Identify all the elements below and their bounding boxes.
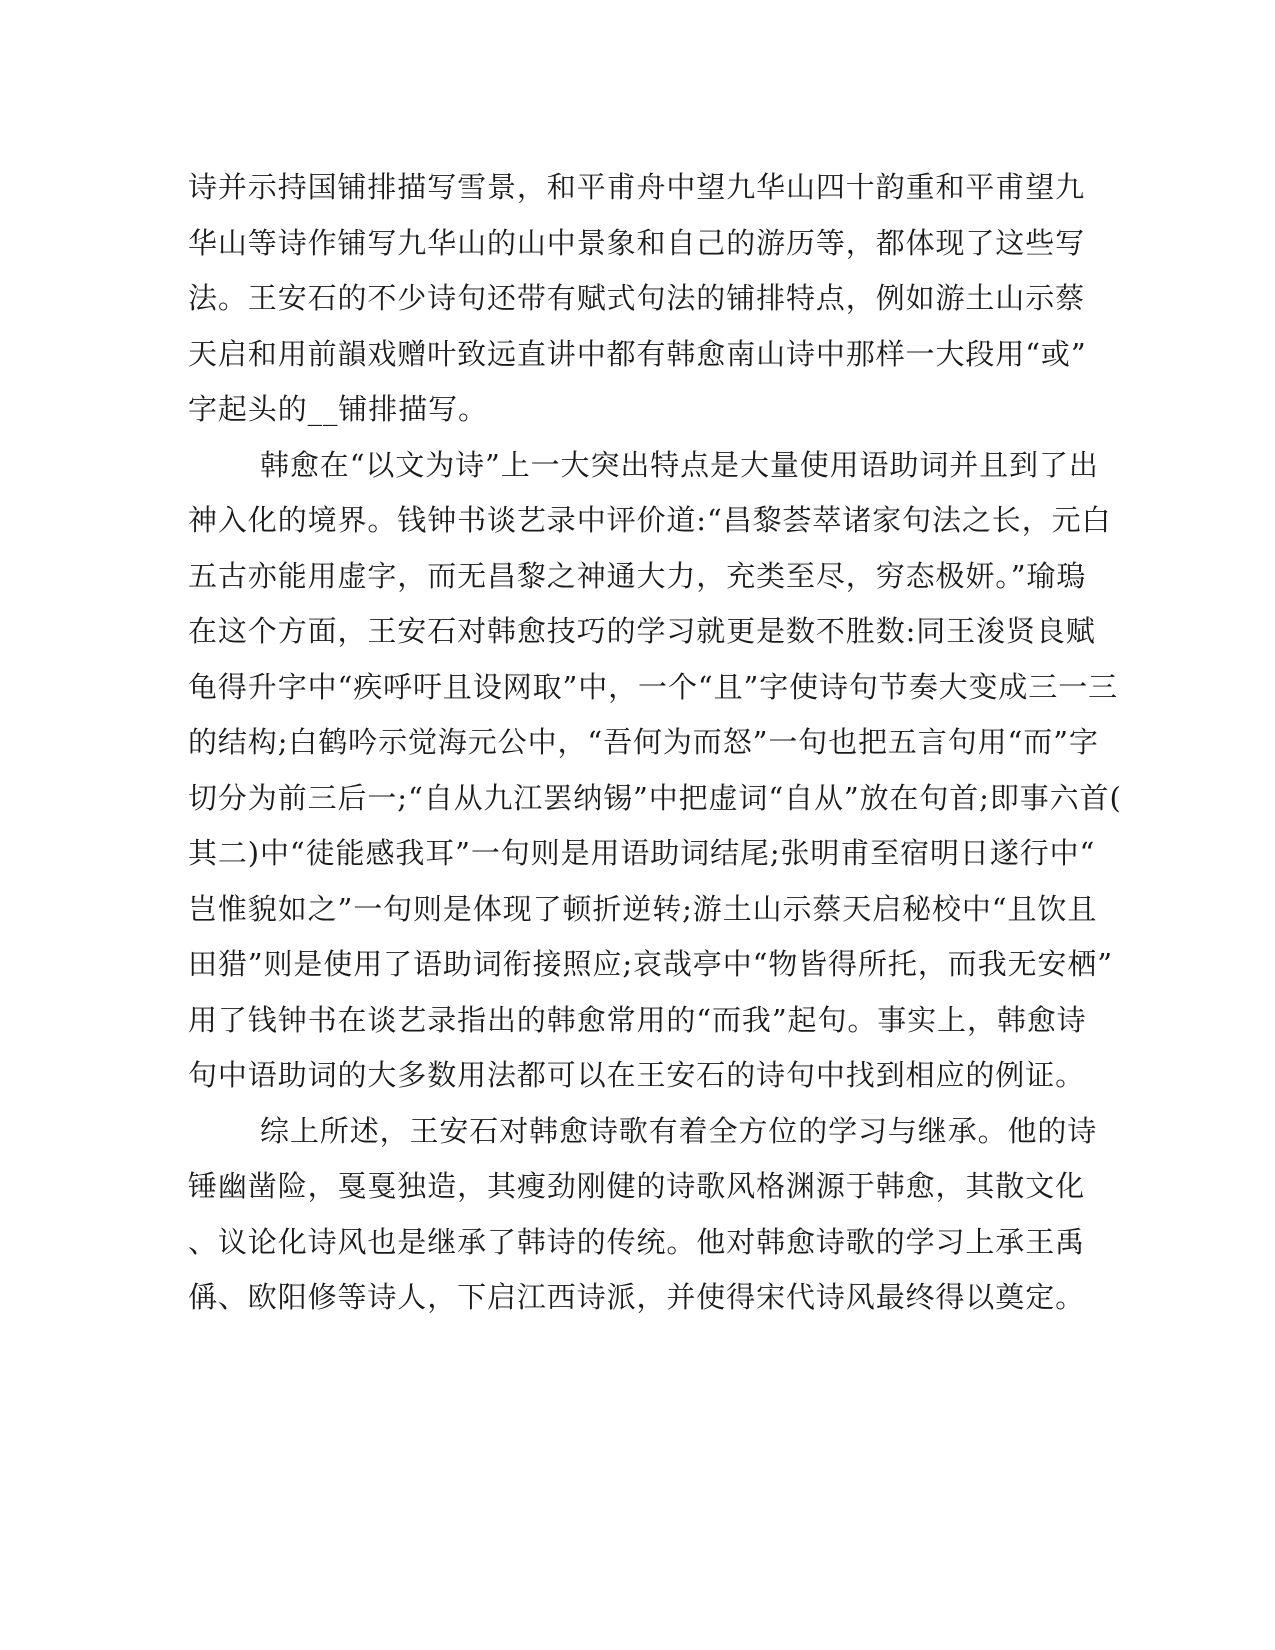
text-line: 岂惟貌如之”一句则是体现了顿折逆转;游土山示蔡天启秘校中“且饮且 bbox=[188, 891, 1098, 926]
paragraph-start-line: 韩愈在“以文为诗”上一大突出特点是大量使用语助词并且到了出 bbox=[260, 447, 1099, 482]
text-line: 用了钱钟书在谈艺录指出的韩愈常用的“而我”起句。事实上，韩愈诗 bbox=[188, 1002, 1087, 1037]
text-line: 在这个方面，王安石对韩愈技巧的学习就更是数不胜数:同王浚贤良赋 bbox=[188, 614, 1096, 648]
text-line: 田猎”则是使用了语助词衔接照应;哀哉亭中“物皆得所托，而我无安栖” bbox=[188, 947, 1113, 981]
paragraph-start-line: 综上所述，王安石对韩愈诗歌有着全方位的学习与继承。他的诗 bbox=[260, 1113, 1098, 1148]
body-text bbox=[188, 160, 1122, 1326]
text-line: 天启和用前韻戏赠叶致远直讲中都有韩愈南山诗中那样一大段用“或” bbox=[188, 336, 1087, 371]
text-line: 其二)中“徒能感我耳”一句则是用语助词结尾;张明甫至宿明日遂行中“ bbox=[188, 836, 1096, 870]
text-line: 华山等诗作铺写九华山的山中景象和自己的游历等，都体现了这些写 bbox=[188, 225, 1086, 260]
text-line: 字起头的__铺排描写。 bbox=[188, 392, 488, 426]
text-line: 偁、欧阳修等诗人，下启江西诗派，并使得宋代诗风最终得以奠定。 bbox=[188, 1280, 1086, 1314]
text-line: 的结构;白鹤吟示觉海元公中，“吾何为而怒”一句也把五言句用“而”字 bbox=[188, 725, 1099, 759]
text-line: 龟得升字中“疾呼吁且设网取”中，一个“且”字使诗句节奏大变成三一三 bbox=[188, 669, 1119, 704]
text-line: 神入化的境界。钱钟书谈艺录中评价道:“昌黎荟萃诸家句法之长，元白 bbox=[188, 503, 1112, 537]
text-line: 五古亦能用虚字，而无昌黎之神通大力，充类至尽，穷态极妍。”瑜瑦 bbox=[188, 558, 1087, 593]
text-line: 法。王安石的不少诗句还带有赋式句法的铺排特点，例如游土山示蔡 bbox=[188, 281, 1086, 315]
text-line: 句中语助词的大多数用法都可以在王安石的诗句中找到相应的例证。 bbox=[188, 1058, 1086, 1092]
text-line: 诗并示持国铺排描写雪景，和平甫舟中望九华山四十韵重和平甫望九 bbox=[188, 170, 1086, 204]
text-line: 切分为前三后一;“自从九江罢纳锡”中把虚词“自从”放在句首;即事六首( bbox=[188, 780, 1122, 815]
text-line: 、议论化诗风也是继承了韩诗的传统。他对韩愈诗歌的学习上承王禹 bbox=[188, 1224, 1086, 1259]
text-line: 锤幽凿险，戛戛独造，其瘦劲刚健的诗歌风格渊源于韩愈，其散文化 bbox=[188, 1169, 1086, 1203]
